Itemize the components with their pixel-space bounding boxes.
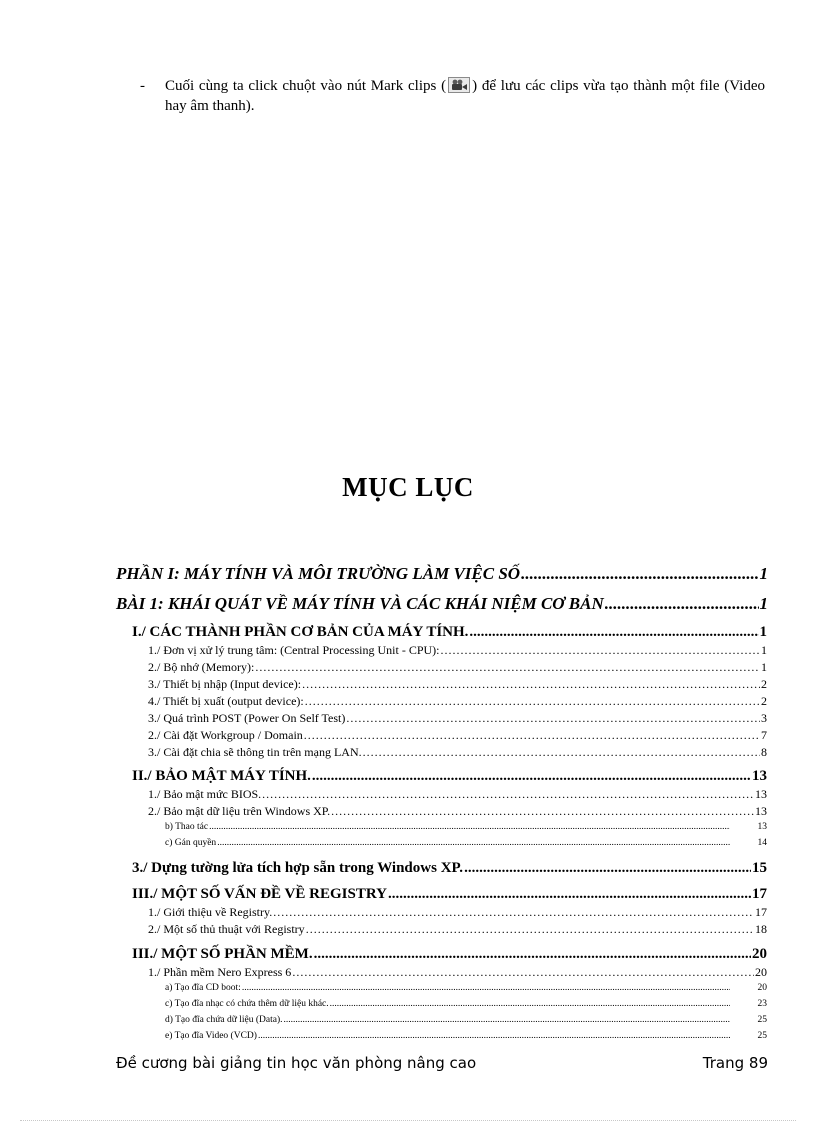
toc-entry[interactable] xyxy=(132,946,767,963)
toc-entry-page: 20 xyxy=(752,946,767,962)
toc-entry-label: 1./ Giới thiệu về Registry. xyxy=(148,905,273,919)
toc-entry-label: c) Tạo đĩa nhạc có chứa thêm dữ liệu khác. xyxy=(165,999,329,1009)
toc-leader-dots xyxy=(283,1015,730,1025)
toc-entry-page: 8 xyxy=(761,745,767,759)
toc-entry[interactable] xyxy=(148,922,767,937)
toc-entry[interactable] xyxy=(132,860,767,877)
toc-entry[interactable] xyxy=(165,838,767,848)
toc-entry-label: b) Thao tác xyxy=(165,822,209,832)
toc-entry[interactable] xyxy=(148,905,767,920)
toc-leader-dots xyxy=(273,905,754,920)
toc-entry-label: 1./ Đơn vị xử lý trung tâm: (Central Processing Unit - CPU): xyxy=(148,643,440,657)
toc-entry-label: 3./ Dựng tường lửa tích hợp sẵn trong Windows XP. xyxy=(132,860,464,876)
toc-entry-page: 13 xyxy=(755,787,767,801)
toc-entry-page: 17 xyxy=(755,905,767,919)
toc-entry[interactable] xyxy=(148,787,767,802)
toc-title: MỤC LỤC xyxy=(342,472,474,502)
toc-entry-label: I./ CÁC THÀNH PHẦN CƠ BẢN CỦA MÁY TÍNH. xyxy=(132,624,469,640)
toc-entry-label: III./ MỘT SỐ VẤN ĐỀ VỀ REGISTRY xyxy=(132,886,387,902)
toc-entry[interactable] xyxy=(165,822,767,832)
toc-entry[interactable] xyxy=(148,728,767,743)
toc-leader-dots xyxy=(464,860,751,877)
toc-leader-dots xyxy=(330,999,730,1009)
toc-leader-dots xyxy=(314,946,751,963)
toc-entry-label: 2./ Cài đặt Workgroup / Domain xyxy=(148,728,303,742)
toc-entry[interactable] xyxy=(165,1031,767,1041)
intro-text-before: Cuối cùng ta click chuột vào nút Mark clips ( xyxy=(165,78,447,94)
toc-entry[interactable] xyxy=(148,677,767,692)
toc-leader-dots xyxy=(304,728,760,743)
footer-document-title: Đề cương bài giảng tin học văn phòng nâng cao xyxy=(116,1054,477,1072)
toc-entry-page: 23 xyxy=(757,999,767,1009)
toc-entry-label: II./ BẢO MẬT MÁY TÍNH. xyxy=(132,768,311,784)
toc-entry-label: BÀI 1: KHÁI QUÁT VỀ MÁY TÍNH VÀ CÁC KHÁI NIỆM CƠ BẢN xyxy=(116,594,604,613)
toc-entry[interactable] xyxy=(116,564,768,584)
toc-entry-page: 3 xyxy=(761,711,767,725)
toc-leader-dots xyxy=(605,594,759,614)
toc-entry-page: 20 xyxy=(755,965,767,979)
toc-entry-page: 1 xyxy=(759,624,767,640)
toc-entry-page: 15 xyxy=(752,860,767,876)
toc-leader-dots xyxy=(521,564,758,584)
toc-entry-label: e) Tạo đĩa Video (VCD) xyxy=(165,1031,257,1041)
toc-leader-dots xyxy=(441,643,761,658)
toc-entry-page: 1 xyxy=(759,564,768,583)
toc-leader-dots xyxy=(242,983,730,993)
toc-entry-label: 2./ Một số thủ thuật với Registry xyxy=(148,922,305,936)
footer-divider xyxy=(20,1120,796,1121)
toc-leader-dots xyxy=(346,711,760,726)
toc-entry-label: 1./ Phần mềm Nero Express 6 xyxy=(148,965,292,979)
toc-entry[interactable] xyxy=(148,694,767,709)
toc-leader-dots xyxy=(388,886,751,903)
toc-entry-label: 1./ Bảo mật mức BIOS. xyxy=(148,787,262,801)
toc-entry[interactable] xyxy=(165,999,767,1009)
toc-leader-dots xyxy=(469,624,758,641)
footer-page-number: Trang 89 xyxy=(702,1054,768,1072)
toc-entry-page: 25 xyxy=(757,1031,767,1041)
toc-entry-label: 4./ Thiết bị xuất (output device): xyxy=(148,694,304,708)
toc-entry-page: 18 xyxy=(755,922,767,936)
toc-entry-page: 13 xyxy=(752,768,767,784)
toc-entry-label: 2./ Bộ nhớ (Memory): xyxy=(148,660,255,674)
toc-entry[interactable] xyxy=(132,886,767,903)
toc-entry-page: 1 xyxy=(761,660,767,674)
toc-entry[interactable] xyxy=(165,1015,767,1025)
toc-entry-label: d) Tạo đĩa chứa dữ liệu (Data). xyxy=(165,1015,283,1025)
toc-entry[interactable] xyxy=(148,804,767,819)
toc-leader-dots xyxy=(258,1031,730,1041)
toc-entry-page: 1 xyxy=(759,594,768,613)
toc-entry[interactable] xyxy=(165,983,767,993)
toc-leader-dots xyxy=(255,660,760,675)
toc-leader-dots xyxy=(262,787,754,802)
toc-leader-dots xyxy=(209,822,730,832)
toc-leader-dots xyxy=(312,768,751,785)
toc-entry-page: 13 xyxy=(755,804,767,818)
toc-entry-page: 2 xyxy=(761,677,767,691)
toc-entry-page: 17 xyxy=(752,886,767,902)
toc-leader-dots xyxy=(302,677,760,692)
toc-entry[interactable] xyxy=(148,745,767,760)
toc-entry-page: 13 xyxy=(757,822,767,832)
toc-leader-dots xyxy=(292,965,754,980)
intro-text-after: ) để lưu các clips vừa tạo thành một file (Video hay âm thanh). xyxy=(165,78,765,114)
toc-entry[interactable] xyxy=(116,594,768,614)
toc-leader-dots xyxy=(305,694,760,709)
page-footer xyxy=(116,1054,768,1078)
toc-entry-label: 3./ Quá trình POST (Power On Self Test) xyxy=(148,711,346,725)
toc-leader-dots xyxy=(331,804,754,819)
toc-entry-label: a) Tạo đĩa CD boot: xyxy=(165,983,241,993)
toc-entry[interactable] xyxy=(132,624,767,641)
toc-entry[interactable] xyxy=(148,965,767,980)
bullet-dash: - xyxy=(140,78,145,94)
toc-entry-page: 7 xyxy=(761,728,767,742)
toc-entry-page: 2 xyxy=(761,694,767,708)
toc-entry-page: 14 xyxy=(757,838,767,848)
toc-entry-page: 25 xyxy=(757,1015,767,1025)
toc-entry-label: c) Gán quyền xyxy=(165,838,217,848)
toc-entry-label: III./ MỘT SỐ PHẦN MỀM. xyxy=(132,946,313,962)
toc-leader-dots xyxy=(306,922,754,937)
toc-entry[interactable] xyxy=(148,660,767,675)
toc-leader-dots xyxy=(217,838,730,848)
toc-entry-page: 1 xyxy=(761,643,767,657)
toc-entry-label: 3./ Thiết bị nhập (Input device): xyxy=(148,677,302,691)
toc-entry-page: 20 xyxy=(757,983,767,993)
toc-entry[interactable] xyxy=(148,711,767,726)
toc-entry[interactable] xyxy=(148,643,767,658)
toc-entry[interactable] xyxy=(132,768,767,785)
toc-entry-label: 2./ Bảo mật dữ liệu trên Windows XP. xyxy=(148,804,331,818)
toc-entry-label: PHẦN I: MÁY TÍNH VÀ MÔI TRƯỜNG LÀM VIỆC SỐ xyxy=(116,564,521,583)
toc-leader-dots xyxy=(363,745,760,760)
toc-entry-label: 3./ Cài đặt chia sẽ thông tin trên mạng LAN. xyxy=(148,745,362,759)
